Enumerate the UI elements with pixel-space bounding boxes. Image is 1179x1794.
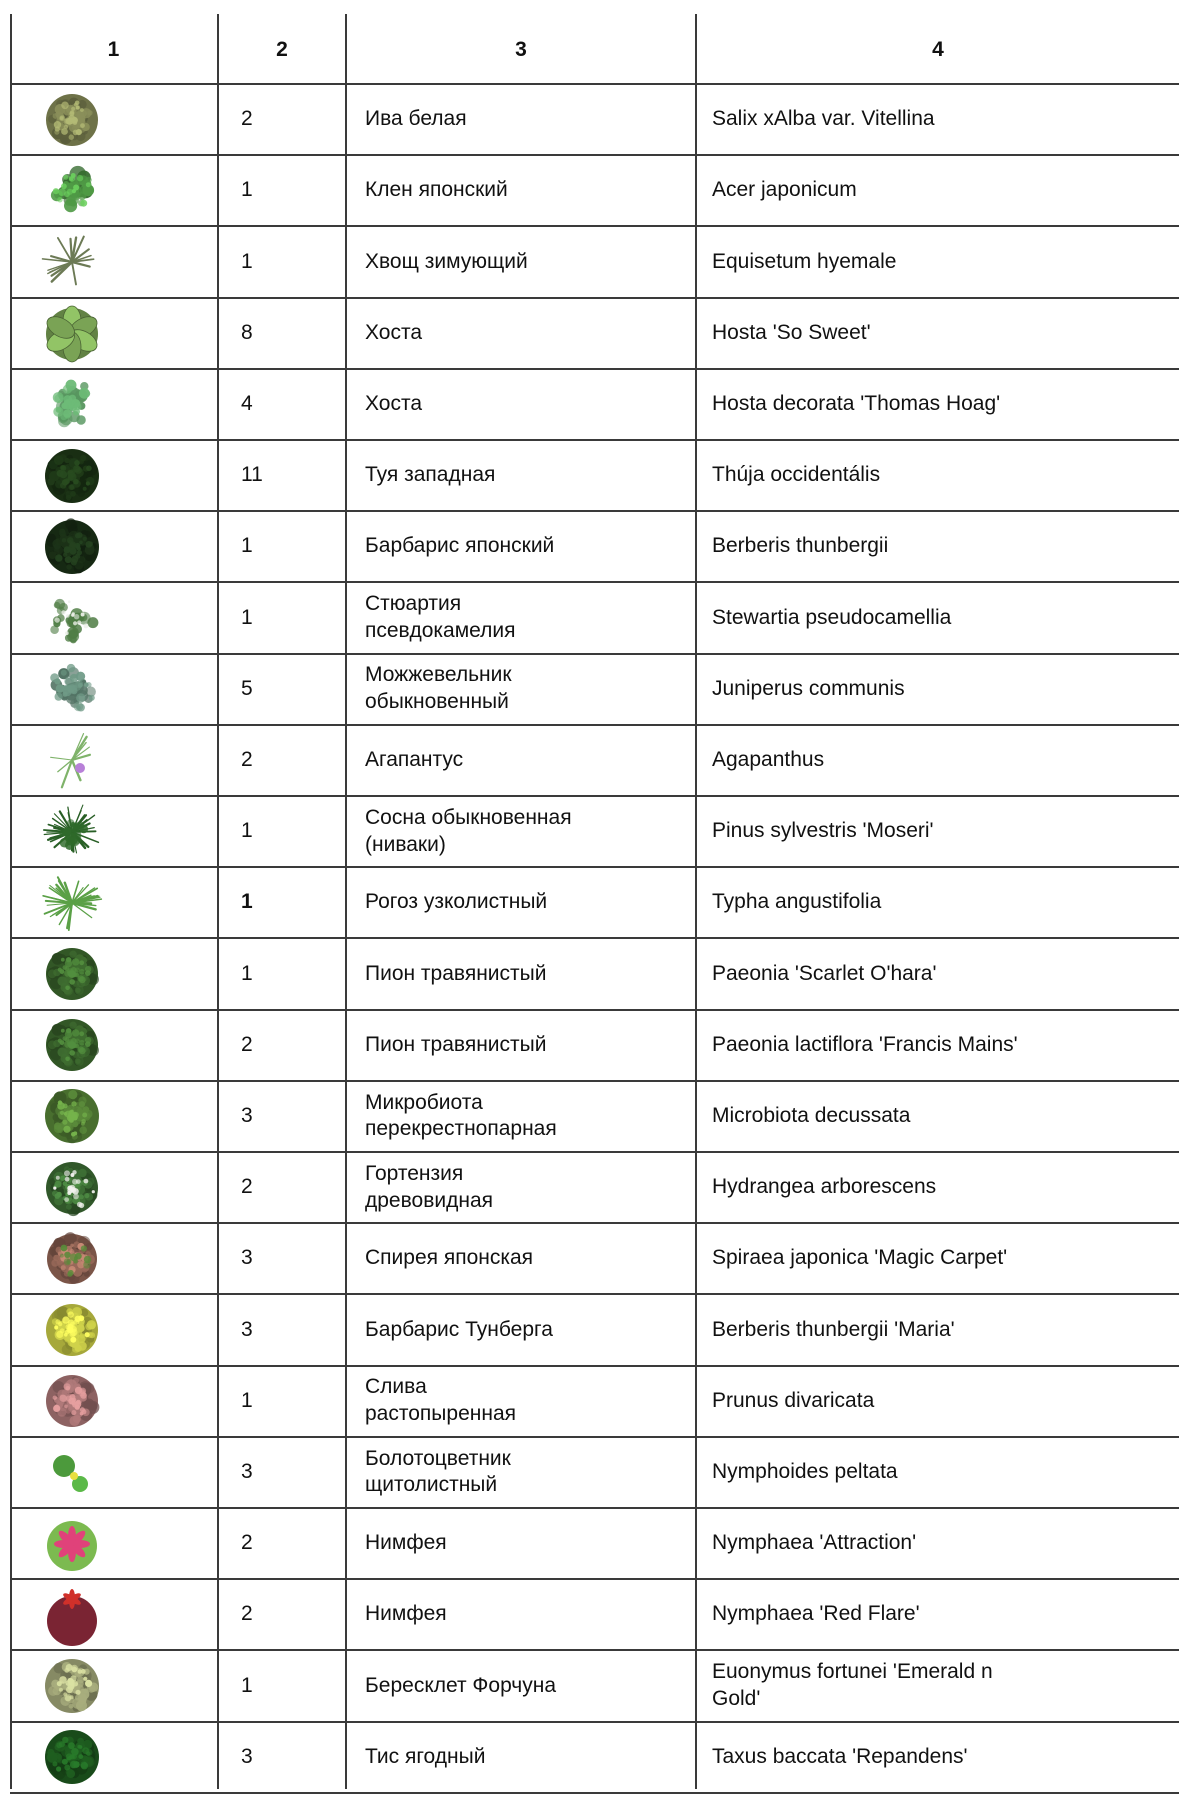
latin-name-cell: Nymphaea 'Red Flare' [712, 1579, 1172, 1650]
russian-name-cell: Пион травянистый [365, 1010, 690, 1081]
grid-vertical-line [695, 14, 697, 1789]
typha-top-icon [40, 871, 104, 935]
nymphaea-red-top-icon [40, 1583, 104, 1647]
column-header-4: 4 [697, 24, 1179, 76]
peony-top-icon [40, 942, 104, 1006]
quantity-cell: 3 [241, 1294, 341, 1365]
latin-name-cell: Nymphaea 'Attraction' [712, 1508, 1172, 1579]
latin-name-cell: Hosta decorata 'Thomas Hoag' [712, 369, 1172, 440]
taxus-top-icon [40, 1725, 104, 1789]
barberry-yellow-top-icon [40, 1298, 104, 1362]
quantity-cell: 2 [241, 1579, 341, 1650]
russian-name-cell: Барбарис Тунберга [365, 1294, 690, 1365]
quantity-cell: 3 [241, 1722, 341, 1793]
hosta-small-top-icon [40, 372, 104, 436]
latin-name-cell: Microbiota decussata [712, 1081, 1172, 1152]
latin-name-cell: Equisetum hyemale [712, 226, 1172, 297]
maple-top-icon [40, 159, 104, 223]
russian-name-cell: Сосна обыкновенная (ниваки) [365, 796, 690, 867]
column-header-2: 2 [219, 24, 345, 76]
russian-name-cell: Нимфея [365, 1508, 690, 1579]
thuja-top-icon [40, 444, 104, 508]
russian-name-cell: Агапантус [365, 725, 690, 796]
nymphoides-top-icon [40, 1440, 104, 1504]
quantity-cell: 1 [241, 582, 341, 653]
russian-name-cell: Барбарис японский [365, 511, 690, 582]
column-header-3: 3 [347, 24, 695, 76]
agapanthus-top-icon [40, 728, 104, 792]
latin-name-cell: Agapanthus [712, 725, 1172, 796]
quantity-cell: 3 [241, 1223, 341, 1294]
quantity-cell: 1 [241, 796, 341, 867]
russian-name-cell: Можжевельник обыкновенный [365, 654, 690, 725]
quantity-cell: 1 [241, 1650, 341, 1721]
quantity-cell: 3 [241, 1081, 341, 1152]
russian-name-cell: Туя западная [365, 440, 690, 511]
latin-name-cell: Paeonia lactiflora 'Francis Mains' [712, 1010, 1172, 1081]
latin-name-cell: Stewartia pseudocamellia [712, 582, 1172, 653]
russian-name-cell: Гортензия древовидная [365, 1152, 690, 1223]
latin-name-cell: Typha angustifolia [712, 867, 1172, 938]
quantity-cell: 2 [241, 1152, 341, 1223]
horsetail-top-icon [40, 230, 104, 294]
latin-name-cell: Pinus sylvestris 'Moseri' [712, 796, 1172, 867]
latin-name-cell: Euonymus fortunei 'Emerald n Gold' [712, 1650, 1172, 1721]
latin-name-cell: Berberis thunbergii 'Maria' [712, 1294, 1172, 1365]
grid-vertical-line [217, 14, 219, 1789]
russian-name-cell: Пион травянистый [365, 938, 690, 1009]
latin-name-cell: Nymphoides peltata [712, 1437, 1172, 1508]
quantity-cell: 4 [241, 369, 341, 440]
quantity-cell: 3 [241, 1437, 341, 1508]
barberry-top-icon [40, 515, 104, 579]
russian-name-cell: Хоста [365, 298, 690, 369]
latin-name-cell: Berberis thunbergii [712, 511, 1172, 582]
latin-name-cell: Paeonia 'Scarlet O'hara' [712, 938, 1172, 1009]
quantity-cell: 11 [241, 440, 341, 511]
quantity-cell: 5 [241, 654, 341, 725]
russian-name-cell: Тис ягодный [365, 1722, 690, 1793]
latin-name-cell: Spiraea japonica 'Magic Carpet' [712, 1223, 1172, 1294]
russian-name-cell: Рогоз узколистный [365, 867, 690, 938]
russian-name-cell: Хоста [365, 369, 690, 440]
russian-name-cell: Клен японский [365, 155, 690, 226]
quantity-cell: 2 [241, 84, 341, 155]
quantity-cell: 8 [241, 298, 341, 369]
quantity-cell: 1 [241, 1366, 341, 1437]
latin-name-cell: Thúja occidentális [712, 440, 1172, 511]
russian-name-cell: Слива растопыренная [365, 1366, 690, 1437]
spiraea-top-icon [40, 1227, 104, 1291]
russian-name-cell: Болотоцветник щитолистный [365, 1437, 690, 1508]
peony-top-icon [40, 1013, 104, 1077]
russian-name-cell: Микробиота перекрестнопарная [365, 1081, 690, 1152]
quantity-cell: 1 [241, 867, 341, 938]
hosta-large-top-icon [40, 301, 104, 365]
pine-top-icon [40, 800, 104, 864]
russian-name-cell: Стюартия псевдокамелия [365, 582, 690, 653]
prunus-top-icon [40, 1369, 104, 1433]
quantity-cell: 2 [241, 1508, 341, 1579]
latin-name-cell: Prunus divaricata [712, 1366, 1172, 1437]
latin-name-cell: Acer japonicum [712, 155, 1172, 226]
stewartia-top-icon [40, 586, 104, 650]
hydrangea-top-icon [40, 1156, 104, 1220]
latin-name-cell: Salix xAlba var. Vitellina [712, 84, 1172, 155]
quantity-cell: 1 [241, 511, 341, 582]
quantity-cell: 1 [241, 226, 341, 297]
latin-name-cell: Juniperus communis [712, 654, 1172, 725]
quantity-cell: 1 [241, 155, 341, 226]
latin-name-cell: Taxus baccata 'Repandens' [712, 1722, 1172, 1793]
euonymus-top-icon [40, 1654, 104, 1718]
grid-vertical-line [345, 14, 347, 1789]
nymphaea-pink-top-icon [40, 1512, 104, 1576]
microbiota-top-icon [40, 1084, 104, 1148]
latin-name-cell: Hosta 'So Sweet' [712, 298, 1172, 369]
grid-vertical-line [10, 14, 12, 1789]
russian-name-cell: Ива белая [365, 84, 690, 155]
willow-top-icon [40, 88, 104, 152]
column-header-1: 1 [10, 24, 217, 76]
juniper-top-icon [40, 657, 104, 721]
russian-name-cell: Хвощ зимующий [365, 226, 690, 297]
quantity-cell: 2 [241, 1010, 341, 1081]
russian-name-cell: Бересклет Форчуна [365, 1650, 690, 1721]
quantity-cell: 2 [241, 725, 341, 796]
quantity-cell: 1 [241, 938, 341, 1009]
latin-name-cell: Hydrangea arborescens [712, 1152, 1172, 1223]
russian-name-cell: Нимфея [365, 1579, 690, 1650]
russian-name-cell: Спирея японская [365, 1223, 690, 1294]
